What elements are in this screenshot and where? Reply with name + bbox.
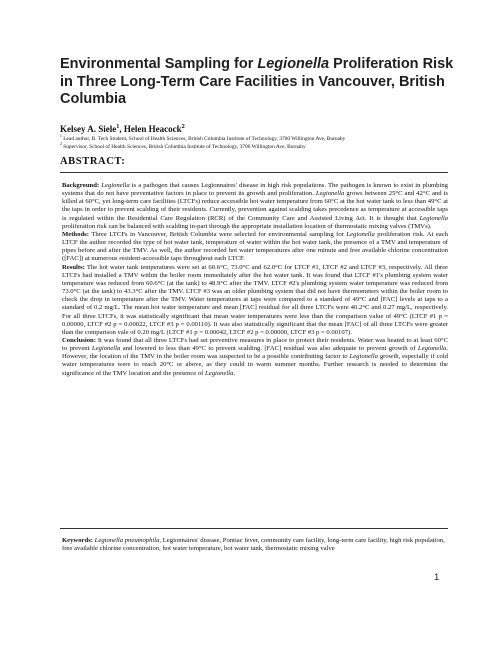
- italic-term: Legionella: [349, 353, 378, 361]
- title-italic-text: Legionella: [257, 56, 330, 72]
- italic-term: Legionella: [419, 214, 448, 222]
- author-name: Kelsey A. Siele: [60, 124, 117, 134]
- italic-term: Legionella: [417, 345, 447, 353]
- divider-line: [60, 172, 448, 173]
- abstract-heading: ABSTRACT:: [60, 156, 126, 167]
- title-text-end: Proliferation Risk in Three Long-Term Care Facilities in Vancouver, British Columbia: [60, 56, 454, 107]
- section-label: Conclusion:: [62, 336, 96, 344]
- abstract-body: [62, 182, 448, 378]
- body-text: The hot water tank temperatures were set at 60.6°C, 73.0°C and 62.0°C for LTCF #1, LTCF #2 and LTCF #3, respectively. All three LTCFs had installed a TMV within the boiler room immediately after the hot water tank. It was found that LTCF #1's plumbing system water temperature was reduced from 60.6°C (at the tank) to 48.9°C after the TMV. LTCF #2's plumbing system water temperature was reduced from 73.0°C (at the tank) to 43.3°C after the TMV. LTCF #3 was an older plumbing system that did not have thermometers within the boiler room to check the drop in temperature after the TMV. Water temperatures at taps were compared to a standard of 49°C and [FAC] levels at taps to a standard of 0.2 mg/L. The mean hot water temperature and mean [FAC] residual for all three LTCFs were 40.2°C and 0.27 mg/L, respectively. For all three LTCFs, it was statistically significant that mean water temperatures were less than the comparison value of 49°C (LTCF #1 p = 0.00000, LTCF #2 p = 0.00022, LTCF #3 p = 0.00110). It was also statistically significant that the mean [FAC] of all three LTCFs were greater than the comparison vale of 0.20 mg/L (LTCF #1 p = 0.00042, LTCF #2 p = 0.00000, LTCF #3 p = 0.00107).: [62, 263, 448, 336]
- italic-term: Legionella: [101, 182, 130, 189]
- paper-title: [60, 56, 460, 109]
- italic-term: Legionella: [315, 190, 345, 198]
- body-text: . However, the location of the TMV in the boiler room was suspected to be a possible contributing factor to: [62, 345, 448, 361]
- section-label: Methods:: [62, 230, 89, 238]
- body-text: and lowered to less than 49°C to prevent scalding. [FAC] residual was also adequate to prevent growth of: [120, 345, 418, 353]
- abstract-results: [62, 264, 448, 337]
- abstract-conclusion: [62, 337, 448, 378]
- divider-line: [60, 528, 448, 529]
- body-text: grows between 25°C and 42°C and is killed at 60°C, yet long-term care facilities (LTCFs) reduce accessible hot water temperature from 60°C at the hot water tank to less than 49°C at the taps in order to prevent scalding of their residents. Currently, prevention against scalding takes precedence as temperature at accessible taps is regulated within the Residential Care Regulation (RCR) of the Community Care and Assisted Living Act. It is thought that: [62, 190, 448, 222]
- abstract-methods: [62, 231, 448, 264]
- body-text: Three LTCFs in Vancouver, British Columbia were selected for environmental sampling for: [88, 230, 347, 238]
- affiliation-superscript: 1: [60, 134, 62, 139]
- title-text: Environmental Sampling for: [60, 56, 258, 72]
- keywords-text: , Legionnaires' disease, Pontiac fever, community care facility, long-term care facility, high risk population, free available chlorine concentration, hot water temperature, hot water tank, thermostatic mixing valve: [62, 537, 445, 553]
- page-number: 1: [434, 572, 440, 583]
- italic-term: Legionella: [205, 369, 234, 377]
- author-separator: ,: [119, 124, 124, 134]
- affiliation-superscript: 2: [60, 141, 62, 146]
- section-label: Results:: [62, 263, 85, 271]
- author-superscript: 2: [181, 123, 185, 130]
- body-text: It was found that all three LTCFs had set preventive measures in place to protect their residents. Water was heated to at least 60°C to prevent: [62, 336, 448, 353]
- author-list: [60, 124, 460, 134]
- body-text: .: [233, 369, 236, 377]
- keywords: [62, 537, 448, 554]
- keywords-label: Keywords:: [62, 537, 93, 544]
- italic-term: Legionella: [91, 345, 121, 353]
- italic-term: Legionella: [346, 230, 375, 238]
- body-text: proliferation risk can be balanced with scalding in-part through the appropriate installation location of thermostatic mixing valves (TMVs).: [62, 222, 432, 230]
- abstract-background: [62, 182, 448, 231]
- body-text: proliferation risk. At each LTCF the author recorded the type of hot water tank, temperature of water within the hot water tank, the presence of a TMV and temperature of pipes before and after the TMV. As well, the author recorded hot water temperatures after one minute and free available chlorine concentration ([FAC]) at numerous resident-accessible taps throughout each LTCF.: [62, 230, 448, 263]
- affiliation-2: [60, 141, 460, 151]
- body-text: growth, especially if cold water temperatures were to reach 20°C or above, as they could in warm summer months. Further research is needed to determine the significance of the TMV location and the presence of: [62, 353, 448, 377]
- italic-term: Legionella pneumophila: [94, 537, 160, 544]
- affiliation-text: Supervisor, School of Health Sciences, British Columbia Institute of Technology, 3700 Willington Ave, Burnaby: [61, 143, 306, 150]
- author-name: Helen Heacock: [123, 124, 182, 134]
- affiliation-1: [60, 136, 460, 143]
- body-text: is a pathogen that causes Legionnaires' disease in high risk populations. The pathogen is known to exist in plumbing systems that do not have preventative factors in place to prevent its growth and proliferation.: [62, 182, 448, 198]
- affiliation-text: Lead author, B. Tech Student, School of Health Sciences, British Columbia Institute of Technology, 3700 Willington Ave, Burnaby: [61, 136, 346, 142]
- author-superscript: 1: [116, 123, 120, 130]
- section-label: Background:: [62, 182, 100, 189]
